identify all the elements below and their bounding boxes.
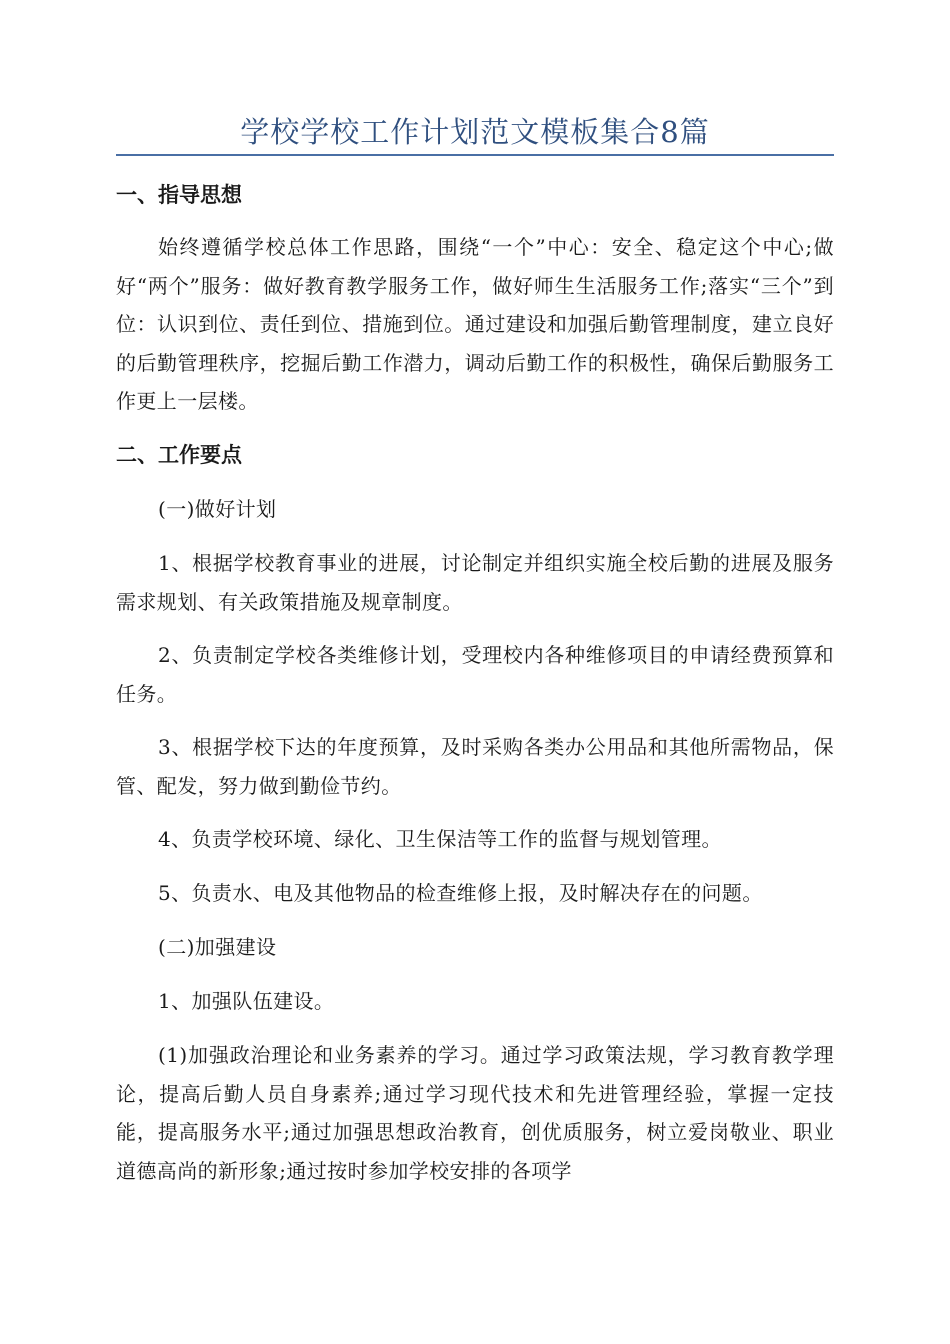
list-item-plan-5: 5、负责水、电及其他物品的检查维修上报，及时解决存在的问题。 (158, 881, 763, 905)
list-item-plan-3: 3、根据学校下达的年度预算，及时采购各类办公用品和其他所需物品，保管、配发，努力做到勤俭节约。 (116, 735, 834, 798)
section-heading-work-points: 二、工作要点 (116, 443, 242, 467)
title-underline (116, 154, 834, 156)
subheading-make-plan: (一)做好计划 (158, 497, 277, 521)
subheading-strengthen-construction: (二)加强建设 (158, 935, 277, 959)
list-item-build-1-1: (1)加强政治理论和业务素养的学习。通过学习政策法规，学习教育教学理论，提高后勤人员自身素养;通过学习现代技术和先进管理经验，掌握一定技能，提高服务水平;通过加强思想政治教育，创优质服务，树立爱岗敬业、职业道德高尚的新形象;通过按时参加学校安排的各项学 (116, 1043, 834, 1183)
list-item-plan-4: 4、负责学校环境、绿化、卫生保洁等工作的监督与规划管理。 (158, 827, 722, 851)
paragraph-guiding-ideology: 始终遵循学校总体工作思路，围绕“一个”中心：安全、稳定这个中心;做好“两个”服务：做好教育教学服务工作，做好师生生活服务工作;落实“三个”到位：认识到位、责任到位、措施到位。通过建设和加强后勤管理制度，建立良好的后勤管理秩序，挖掘后勤工作潜力，调动后勤工作的积极性，确保后勤服务工作更上一层楼。 (116, 235, 834, 413)
list-item-plan-1: 1、根据学校教育事业的进展，讨论制定并组织实施全校后勤的进展及服务需求规划、有关政策措施及规章制度。 (116, 551, 834, 614)
section-heading-guiding-ideology: 一、指导思想 (116, 183, 242, 207)
page-title: 学校学校工作计划范文模板集合8篇 (240, 115, 710, 149)
list-item-build-1: 1、加强队伍建设。 (158, 989, 335, 1013)
list-item-plan-2: 2、负责制定学校各类维修计划，受理校内各种维修项目的申请经费预算和任务。 (116, 643, 834, 706)
